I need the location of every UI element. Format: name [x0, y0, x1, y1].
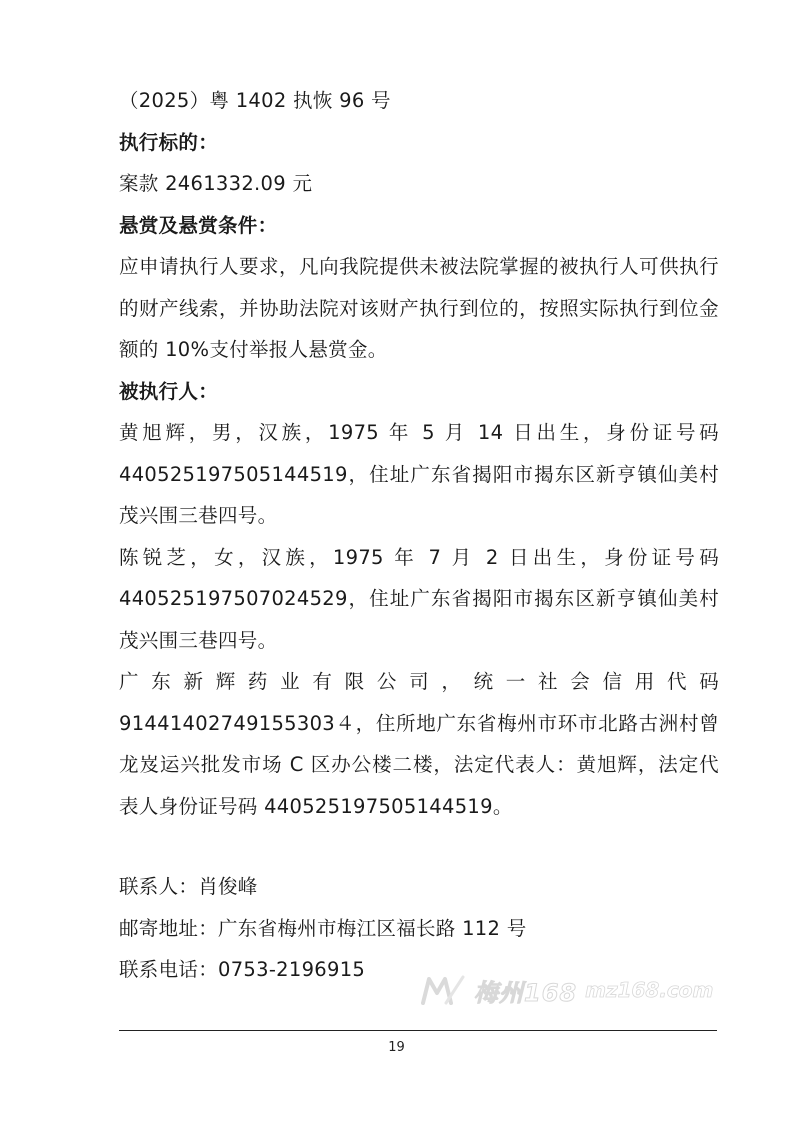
- document-body: [119, 80, 719, 827]
- debtor-entry: [119, 412, 719, 537]
- watermark-logo-icon: [420, 973, 466, 1007]
- debtor-entry: [119, 537, 719, 662]
- reward-heading: 悬赏及悬赏条件：: [119, 213, 278, 237]
- contact-phone: 联系电话：0753-2196915: [119, 958, 366, 981]
- debtor-heading: 被执行人：: [119, 379, 219, 403]
- contact-person: 联系人：肖俊峰: [119, 875, 258, 898]
- debtor-line-first: 广东新辉药业有限公司，统一社会信用代码: [119, 670, 719, 693]
- debtor-line-first: 黄旭辉，男，汉族，1975 年 5 月 14 日出生，身份证号码: [119, 421, 719, 444]
- debtor-entry: [119, 661, 719, 827]
- contact-address: 邮寄地址：广东省梅州市梅江区福长路 112 号: [119, 916, 527, 940]
- page-number: 19: [388, 1040, 405, 1055]
- reward-text: 应申请执行人要求，凡向我院提供未被法院掌握的被执行人可供执行的财产线索，并协助法院对该财产执行到位的，按照实际执行到位金额的 10%支付举报人悬赏金。: [119, 255, 719, 361]
- target-heading: 执行标的：: [119, 130, 219, 154]
- debtor-line-rest: 91441402749155303４，住所地广东省梅州市环市北路古洲村曾龙岌运兴批发市场 C 区办公楼二楼，法定代表人：黄旭辉，法定代表人身份证号码 440525197505144519。: [119, 711, 719, 818]
- watermark-domain: mz168.com: [585, 978, 714, 1002]
- footer-divider: [119, 1030, 717, 1031]
- case-number: （2025）粤 1402 执恢 96 号: [119, 89, 391, 112]
- watermark: [420, 970, 713, 1010]
- watermark-brand: 梅州168: [474, 978, 578, 1007]
- debtor-line-rest: 440525197507024529，住址广东省揭阳市揭东区新亨镇仙美村茂兴围三巷四号。: [119, 587, 719, 652]
- debtor-line-rest: 440525197505144519，住址广东省揭阳市揭东区新亨镇仙美村茂兴围三巷四号。: [119, 462, 719, 527]
- target-value: 案款 2461332.09 元: [119, 172, 313, 195]
- debtor-line-first: 陈锐芝，女，汉族，1975 年 7 月 2 日出生，身份证号码: [119, 545, 719, 569]
